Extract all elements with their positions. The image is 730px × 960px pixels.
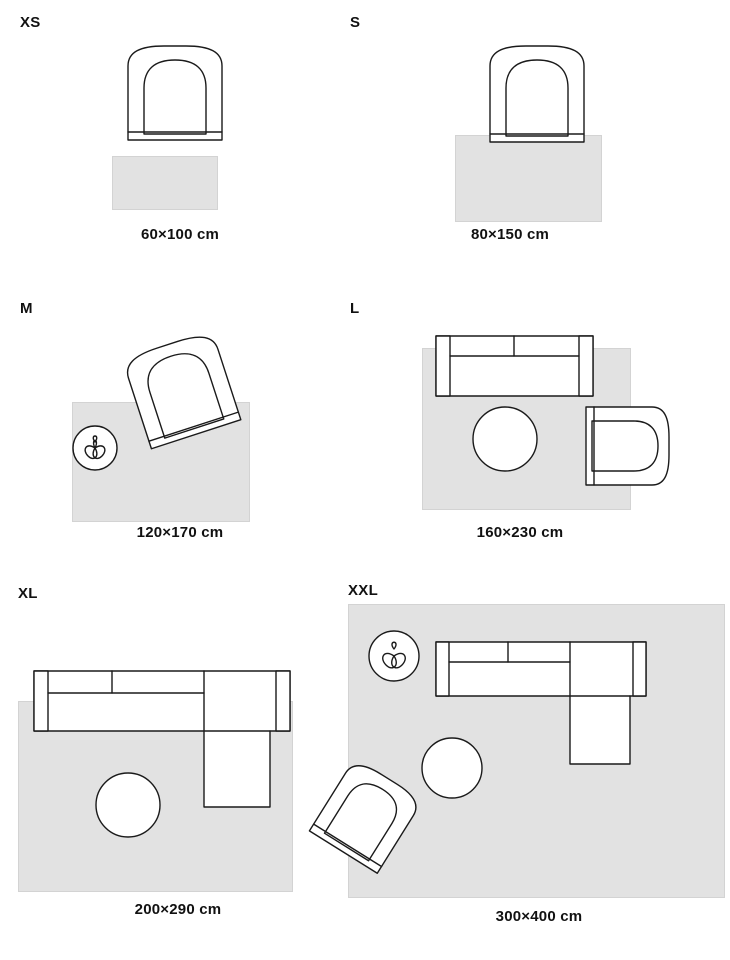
dimension-label-s: 80×150 cm: [470, 226, 550, 243]
size-card-m: [20, 300, 340, 562]
dimension-label-l: 160×230 cm: [476, 524, 564, 541]
dimension-label-m: 120×170 cm: [136, 524, 224, 541]
furniture-group-l: [350, 320, 690, 520]
furniture-armchair-s: [350, 30, 670, 220]
size-card-xs: [20, 14, 340, 264]
furniture-group-m: [20, 320, 340, 520]
scene-s: [350, 30, 670, 220]
scene-xl: [18, 607, 338, 889]
scene-m: [20, 320, 340, 520]
size-label-m: M: [20, 300, 33, 317]
scene-l: [350, 320, 690, 520]
scene-xs: [20, 30, 340, 220]
size-card-xxl: [348, 582, 730, 960]
size-label-s: S: [350, 14, 361, 31]
dimension-label-xl: 200×290 cm: [134, 901, 222, 918]
scene-xxl: [348, 604, 730, 896]
size-label-xl: XL: [18, 585, 38, 602]
size-card-l: [350, 300, 690, 562]
size-label-xxl: XXL: [348, 582, 379, 599]
dimension-label-xxl: 300×400 cm: [495, 908, 583, 925]
size-card-s: [350, 14, 670, 264]
furniture-group-xl: [18, 607, 338, 889]
size-label-xs: XS: [20, 14, 41, 31]
size-card-xl: [18, 585, 338, 955]
dimension-label-xs: 60×100 cm: [140, 226, 220, 243]
furniture-armchair-xs: [20, 30, 340, 220]
size-label-l: L: [350, 300, 360, 317]
furniture-group-xxl: [348, 604, 730, 896]
